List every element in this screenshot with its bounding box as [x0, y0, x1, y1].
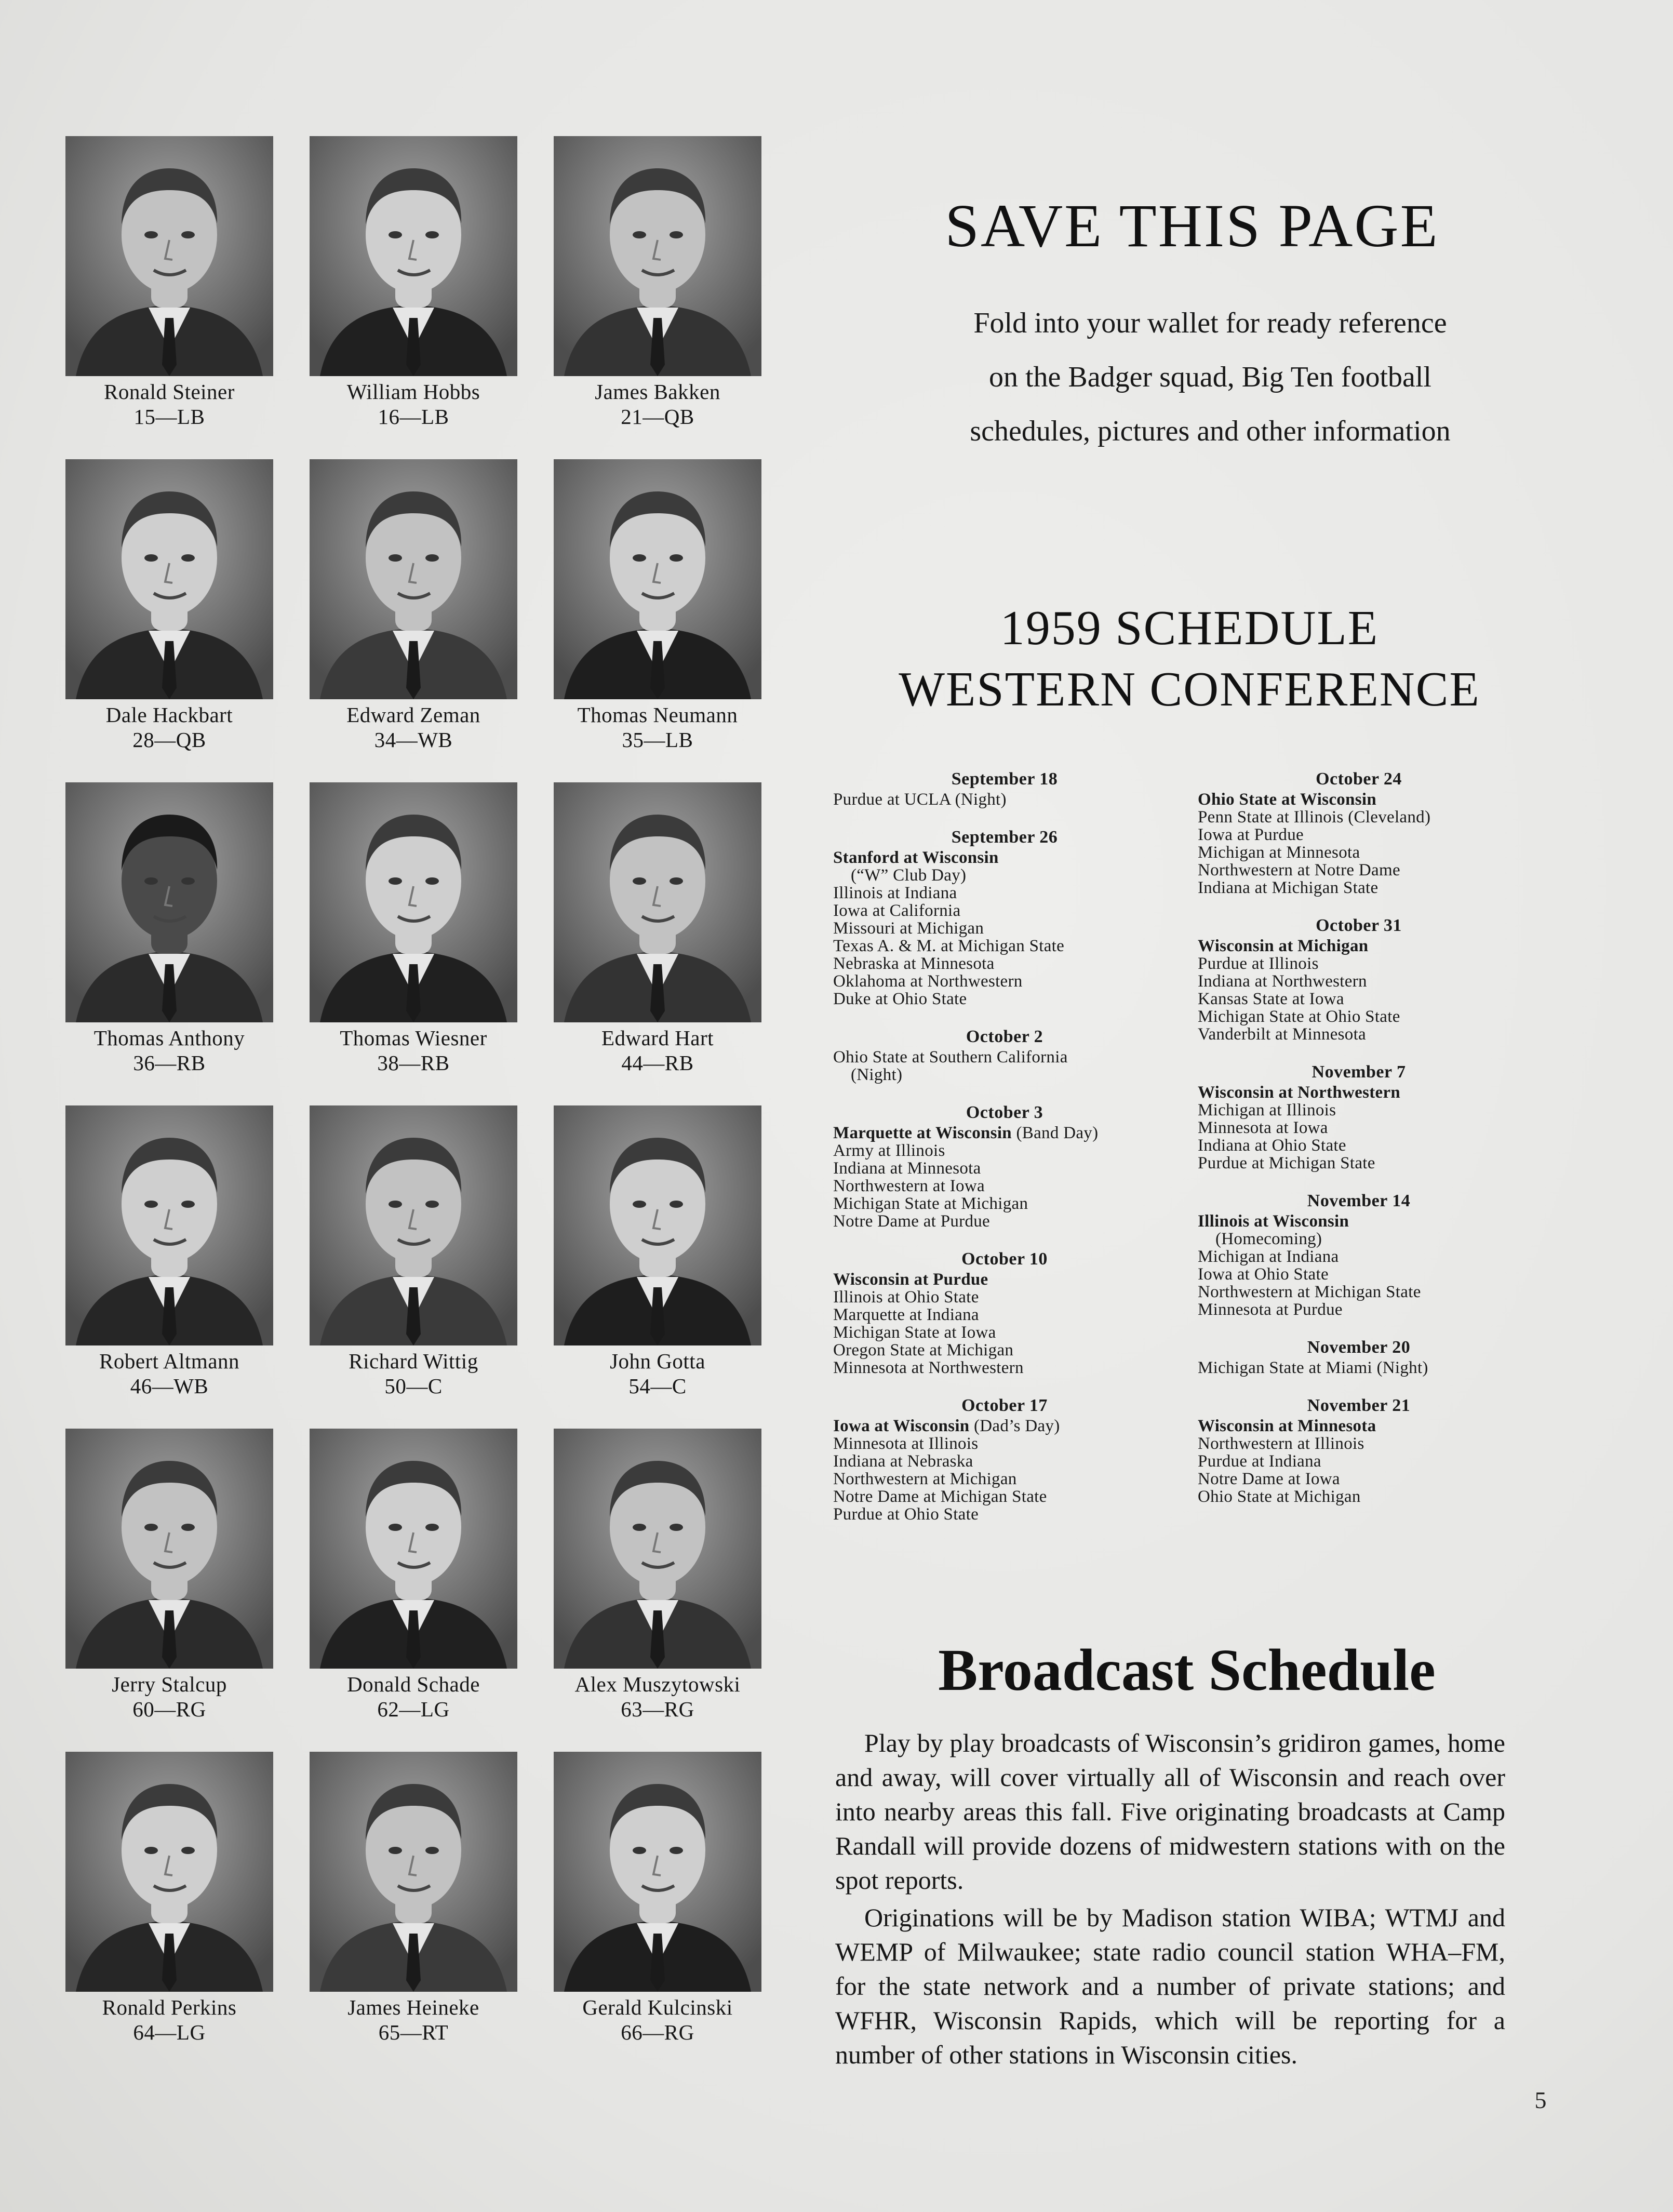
player-card — [554, 782, 761, 1073]
game-line — [833, 1177, 1176, 1195]
game-line — [833, 849, 1176, 867]
schedule-week — [833, 827, 1176, 1008]
game-line — [1198, 972, 1520, 990]
game-line — [1198, 1470, 1520, 1488]
player-number-position: 28—QB — [132, 728, 206, 752]
player-card — [310, 136, 517, 427]
player-portrait-photo — [65, 1752, 273, 1992]
schedule-week — [833, 769, 1176, 808]
game-line — [833, 1160, 1176, 1177]
wisconsin-game: Wisconsin at Minnesota — [1198, 1417, 1376, 1435]
game-line — [833, 990, 1176, 1008]
player-number-position: 54—C — [628, 1374, 687, 1398]
game-text: Iowa at Ohio State — [1198, 1265, 1329, 1284]
player-name: Alex Muszytowski — [574, 1672, 741, 1696]
wisconsin-game: Stanford at Wisconsin — [833, 848, 999, 867]
player-number-position: 64—LG — [133, 2020, 206, 2044]
game-line — [833, 1470, 1176, 1488]
player-portrait-photo — [554, 1105, 761, 1345]
player-portrait-photo — [554, 459, 761, 699]
game-line — [833, 1142, 1176, 1160]
player-number-position: 63—RG — [621, 1697, 694, 1721]
player-name: Richard Wittig — [349, 1349, 478, 1373]
player-card — [554, 459, 761, 750]
player-name: Jerry Stalcup — [112, 1672, 227, 1696]
game-line — [1198, 937, 1520, 955]
game-text: Purdue at Michigan State — [1198, 1154, 1375, 1172]
player-card — [65, 1429, 273, 1720]
save-line: schedules, pictures and other information — [970, 415, 1451, 447]
player-card — [554, 1429, 761, 1720]
game-line — [1198, 861, 1520, 879]
week-date: October 31 — [1316, 916, 1402, 935]
game-line — [833, 1417, 1176, 1435]
game-line — [1198, 826, 1520, 844]
player-name: James Bakken — [595, 380, 720, 404]
player-number-position: 50—C — [384, 1374, 443, 1398]
player-name: Dale Hackbart — [105, 703, 233, 727]
game-text: Purdue at Ohio State — [833, 1505, 979, 1524]
player-number-position: 15—LB — [133, 405, 205, 429]
game-text: Michigan State at Iowa — [833, 1323, 996, 1342]
game-line — [833, 1453, 1176, 1470]
game-line — [1198, 1435, 1520, 1453]
player-card — [554, 136, 761, 427]
player-portrait-photo — [65, 1429, 273, 1669]
game-text: Texas A. & M. at Michigan State — [833, 937, 1065, 955]
schedule-column-right — [1198, 769, 1520, 1524]
week-date: September 18 — [951, 769, 1058, 789]
player-number-position: 38—RB — [377, 1051, 450, 1075]
player-name: Ronald Steiner — [104, 380, 235, 404]
game-line — [833, 1212, 1176, 1230]
schedule-week — [1198, 915, 1520, 1043]
game-text: Minnesota at Northwestern — [833, 1358, 1024, 1377]
player-card — [65, 459, 273, 750]
game-line — [1198, 1084, 1520, 1101]
week-date: November 7 — [1311, 1062, 1406, 1082]
game-text: Northwestern at Illinois — [1198, 1434, 1364, 1453]
game-line — [1198, 808, 1520, 826]
game-line — [1198, 955, 1520, 972]
player-name: Ronald Perkins — [102, 1995, 237, 2019]
player-portrait-photo — [310, 459, 517, 699]
save-page-heading: SAVE THIS PAGE — [945, 192, 1439, 260]
player-portrait-photo — [65, 136, 273, 376]
week-date: November 21 — [1307, 1396, 1411, 1415]
game-line — [1198, 1453, 1520, 1470]
game-line — [1198, 844, 1520, 861]
player-number-position: 44—RB — [621, 1051, 694, 1075]
save-page-instructions — [883, 296, 1537, 458]
game-line — [833, 920, 1176, 937]
game-line — [1198, 1101, 1520, 1119]
game-text: Purdue at Illinois — [1198, 954, 1319, 973]
player-number-position: 66—RG — [621, 2020, 694, 2044]
game-text: Ohio State at Michigan — [1198, 1487, 1361, 1506]
player-card — [65, 1105, 273, 1396]
player-portrait-photo — [310, 136, 517, 376]
player-number-position: 34—WB — [374, 728, 453, 752]
game-text: (Night) — [851, 1065, 903, 1084]
game-text: Purdue at UCLA (Night) — [833, 790, 1007, 809]
game-line — [833, 1341, 1176, 1359]
player-portrait-photo — [554, 136, 761, 376]
game-line — [1198, 1248, 1520, 1265]
page-number: 5 — [1534, 2087, 1547, 2113]
player-name: Robert Altmann — [99, 1349, 240, 1373]
game-line — [1198, 879, 1520, 897]
player-number-position: 46—WB — [130, 1374, 209, 1398]
player-card — [310, 782, 517, 1073]
game-line — [833, 791, 1176, 808]
week-date: November 14 — [1307, 1191, 1411, 1210]
schedule-week — [833, 1249, 1176, 1377]
game-line — [833, 1505, 1176, 1523]
player-portrait-photo — [65, 782, 273, 1022]
game-text: (“W” Club Day) — [851, 866, 967, 885]
game-line — [833, 1195, 1176, 1212]
wisconsin-game: Marquette at Wisconsin — [833, 1124, 1012, 1142]
wisconsin-game: Wisconsin at Northwestern — [1198, 1083, 1401, 1102]
game-line — [833, 937, 1176, 955]
game-text: Illinois at Ohio State — [833, 1288, 979, 1307]
player-name: Thomas Anthony — [93, 1026, 245, 1050]
game-line — [1198, 1212, 1520, 1230]
player-portrait-photo — [554, 1429, 761, 1669]
game-text: Northwestern at Iowa — [833, 1177, 985, 1195]
game-line — [1198, 1417, 1520, 1435]
game-line — [833, 884, 1176, 902]
game-text: Indiana at Ohio State — [1198, 1136, 1346, 1155]
week-date: October 10 — [961, 1249, 1048, 1269]
game-text: Army at Illinois — [833, 1141, 945, 1160]
player-number-position: 35—LB — [622, 728, 693, 752]
player-portrait-photo — [554, 1752, 761, 1992]
game-line — [833, 1488, 1176, 1505]
game-text: Minnesota at Illinois — [833, 1434, 979, 1453]
player-card — [65, 136, 273, 427]
game-line — [1198, 1154, 1520, 1172]
game-text: Northwestern at Notre Dame — [1198, 861, 1400, 880]
game-text: Northwestern at Michigan — [833, 1470, 1017, 1488]
player-portrait-photo — [310, 1429, 517, 1669]
save-line: on the Badger squad, Big Ten football — [988, 361, 1431, 393]
player-card — [554, 1752, 761, 2043]
wisconsin-game: Wisconsin at Purdue — [833, 1270, 988, 1289]
player-portrait-photo — [65, 459, 273, 699]
game-line — [833, 1066, 1176, 1084]
wisconsin-game: Wisconsin at Michigan — [1198, 937, 1369, 955]
schedule-week — [833, 1027, 1176, 1084]
game-text: Kansas State at Iowa — [1198, 990, 1344, 1008]
player-number-position: 16—LB — [378, 405, 449, 429]
game-text: Michigan State at Miami (Night) — [1198, 1358, 1428, 1377]
game-line — [833, 1324, 1176, 1341]
game-line — [833, 1435, 1176, 1453]
schedule-week — [1198, 1395, 1520, 1505]
game-text: Indiana at Minnesota — [833, 1159, 981, 1178]
wisconsin-game: Illinois at Wisconsin — [1198, 1212, 1349, 1231]
player-name: Edward Hart — [601, 1026, 714, 1050]
broadcast-paragraph: Originations will be by Madison station WIBA; WTMJ and WEMP of Milwaukee; state radio council station WHA–FM, for the state network and a number of private stations; and WFHR, Wisconsin Rapids, which will be reporting for a number of other stations in Wisconsin cities. — [835, 1903, 1505, 2069]
broadcast-body — [835, 1726, 1505, 2075]
player-card — [310, 1429, 517, 1720]
wisconsin-game: Iowa at Wisconsin — [833, 1417, 970, 1435]
player-number-position: 21—QB — [621, 405, 694, 429]
player-name: Gerald Kulcinski — [582, 1995, 733, 2019]
game-text: (Homecoming) — [1215, 1230, 1322, 1248]
game-text: (Dad’s Day) — [969, 1417, 1060, 1435]
player-name: Thomas Wiesner — [340, 1026, 487, 1050]
game-text: Duke at Ohio State — [833, 990, 967, 1008]
player-roster-grid — [65, 136, 761, 2069]
player-card — [310, 1105, 517, 1396]
game-line — [833, 902, 1176, 920]
player-name: James Heineke — [347, 1995, 479, 2019]
game-line — [1198, 1359, 1520, 1377]
game-text: Michigan at Illinois — [1198, 1101, 1336, 1120]
broadcast-paragraph: Play by play broadcasts of Wisconsin’s gridiron games, home and away, will cover virtually all of Wisconsin and reach over into nearby areas this fall. Five originating broadcasts at Camp Randall will provide dozens of midwestern stations with on the spot reports. — [835, 1728, 1505, 1895]
player-number-position: 62—LG — [377, 1697, 450, 1721]
game-line — [833, 867, 1176, 884]
game-line — [1198, 791, 1520, 808]
game-line — [833, 955, 1176, 972]
game-text: Northwestern at Michigan State — [1198, 1283, 1421, 1301]
schedule-heading — [852, 597, 1527, 720]
wisconsin-game: Ohio State at Wisconsin — [1198, 790, 1376, 809]
schedule-heading-line: 1959 SCHEDULE — [1000, 601, 1379, 655]
game-line — [1198, 1119, 1520, 1137]
game-text: Vanderbilt at Minnesota — [1198, 1025, 1366, 1044]
game-text: Iowa at California — [833, 901, 961, 920]
game-line — [1198, 1025, 1520, 1043]
game-text: Notre Dame at Iowa — [1198, 1470, 1340, 1488]
game-line — [833, 1124, 1176, 1142]
game-text: Notre Dame at Purdue — [833, 1212, 990, 1231]
player-portrait-photo — [65, 1105, 273, 1345]
schedule-column-left — [833, 769, 1176, 1542]
week-date: October 24 — [1316, 769, 1402, 789]
player-name: Donald Schade — [347, 1672, 480, 1696]
game-text: Missouri at Michigan — [833, 919, 984, 938]
game-line — [833, 972, 1176, 990]
game-line — [833, 1288, 1176, 1306]
game-text: Minnesota at Purdue — [1198, 1300, 1343, 1319]
broadcast-heading: Broadcast Schedule — [938, 1637, 1436, 1703]
game-text: Michigan at Indiana — [1198, 1247, 1339, 1266]
game-line — [1198, 1008, 1520, 1025]
player-name: William Hobbs — [346, 380, 480, 404]
game-text: Nebraska at Minnesota — [833, 954, 995, 973]
game-text: (Band Day) — [1011, 1124, 1099, 1142]
game-text: Ohio State at Southern California — [833, 1048, 1068, 1067]
game-text: Oklahoma at Northwestern — [833, 972, 1023, 991]
save-line: Fold into your wallet for ready reference — [973, 307, 1447, 339]
game-text: Penn State at Illinois (Cleveland) — [1198, 808, 1431, 827]
game-line — [1198, 1265, 1520, 1283]
schedule-week — [1198, 1337, 1520, 1377]
game-text: Marquette at Indiana — [833, 1305, 979, 1324]
game-line — [833, 1306, 1176, 1324]
player-name: Thomas Neumann — [577, 703, 738, 727]
week-date: October 2 — [966, 1027, 1043, 1046]
player-card — [310, 459, 517, 750]
schedule-heading-line: WESTERN CONFERENCE — [899, 662, 1480, 716]
game-text: Minnesota at Iowa — [1198, 1118, 1328, 1137]
game-line — [1198, 1283, 1520, 1301]
player-portrait-photo — [554, 782, 761, 1022]
game-line — [1198, 1137, 1520, 1154]
game-text: Indiana at Michigan State — [1198, 878, 1378, 897]
week-date: November 20 — [1307, 1338, 1411, 1357]
player-portrait-photo — [310, 1752, 517, 1992]
game-line — [833, 1048, 1176, 1066]
player-card — [65, 782, 273, 1073]
game-text: Iowa at Purdue — [1198, 825, 1304, 844]
schedule-week — [833, 1395, 1176, 1523]
game-line — [833, 1359, 1176, 1377]
schedule-week — [1198, 769, 1520, 897]
player-portrait-photo — [310, 782, 517, 1022]
player-portrait-photo — [310, 1105, 517, 1345]
player-card — [65, 1752, 273, 2043]
game-line — [1198, 990, 1520, 1008]
game-text: Illinois at Indiana — [833, 884, 957, 902]
week-date: October 3 — [966, 1103, 1043, 1122]
player-number-position: 60—RG — [132, 1697, 206, 1721]
game-line — [1198, 1301, 1520, 1318]
schedule-week — [1198, 1191, 1520, 1318]
player-number-position: 65—RT — [378, 2020, 449, 2044]
game-line — [1198, 1488, 1520, 1505]
schedule-week — [1198, 1062, 1520, 1172]
week-date: September 26 — [951, 828, 1058, 847]
week-date: October 17 — [961, 1396, 1048, 1415]
player-card — [310, 1752, 517, 2043]
schedule-week — [833, 1102, 1176, 1230]
game-text: Michigan State at Ohio State — [1198, 1007, 1400, 1026]
game-text: Indiana at Northwestern — [1198, 972, 1367, 991]
game-line — [833, 1271, 1176, 1288]
player-card — [554, 1105, 761, 1396]
game-text: Oregon State at Michigan — [833, 1341, 1014, 1360]
player-number-position: 36—RB — [133, 1051, 206, 1075]
game-text: Indiana at Nebraska — [833, 1452, 973, 1471]
game-text: Purdue at Indiana — [1198, 1452, 1321, 1471]
player-name: John Gotta — [610, 1349, 705, 1373]
game-text: Michigan at Minnesota — [1198, 843, 1360, 862]
game-text: Michigan State at Michigan — [833, 1194, 1028, 1213]
game-text: Notre Dame at Michigan State — [833, 1487, 1047, 1506]
game-line — [1198, 1230, 1520, 1248]
player-name: Edward Zeman — [346, 703, 480, 727]
